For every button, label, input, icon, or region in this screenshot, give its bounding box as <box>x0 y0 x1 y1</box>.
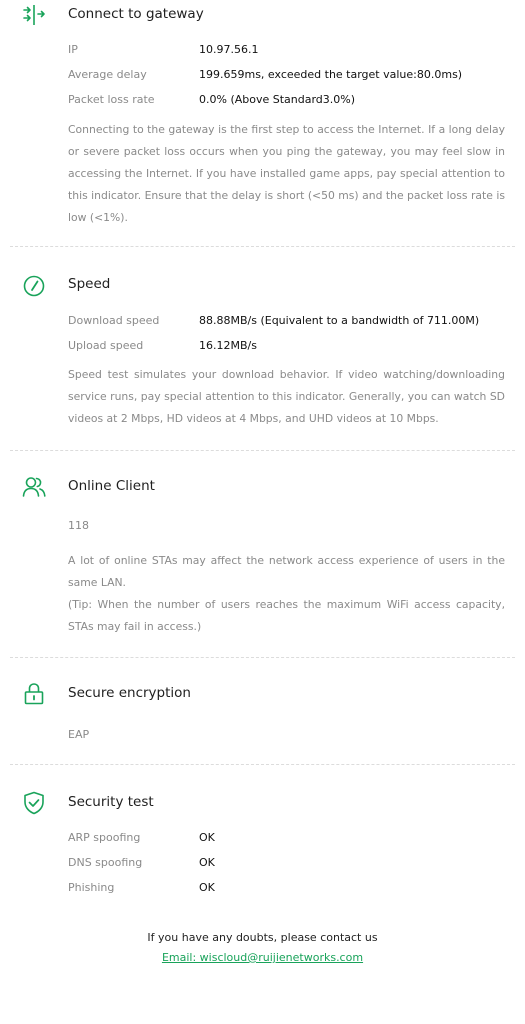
speed-header <box>0 272 525 302</box>
speed-title: Speed <box>68 276 111 292</box>
security-header <box>0 790 525 820</box>
dns-spoofing-value: OK <box>199 856 215 869</box>
ip-value: 10.97.56.1 <box>199 43 259 56</box>
phishing-row <box>68 881 508 899</box>
phishing-value: OK <box>199 881 215 894</box>
contact-text: If you have any doubts, please contact us <box>147 931 378 944</box>
gateway-ip-row <box>68 43 508 61</box>
packet-loss-value: 0.0% (Above Standard3.0%) <box>199 93 356 106</box>
encryption-value: EAP <box>68 728 90 741</box>
download-speed-row <box>68 314 508 332</box>
clients-description: A lot of online STAs may affect the network access experience of users in the same LAN. <box>68 554 505 589</box>
client-count: 118 <box>68 519 89 532</box>
average-delay-value: 199.659ms, exceeded the target value:80.0ms) <box>199 68 463 81</box>
clients-tip: (Tip: When the number of users reaches the maximum WiFi access capacity, STAs may fail in access.) <box>68 598 505 633</box>
speed-description: Speed test simulates your download behavior. If video watching/downloading service runs, pay special attention to this indicator. Generally, you can watch SD videos at 2 Mbps, HD videos at 4 Mbps, and UHD videos at 10 Mbps. <box>68 368 505 425</box>
download-speed-label: Download speed <box>68 314 160 327</box>
gateway-header <box>0 2 525 32</box>
phishing-label: Phishing <box>68 881 115 894</box>
encryption-title: Secure encryption <box>68 685 191 701</box>
section-divider <box>10 246 515 247</box>
gateway-loss-row <box>68 93 508 111</box>
upload-speed-row <box>68 339 508 357</box>
gateway-title: Connect to gateway <box>68 6 204 22</box>
clients-header <box>0 474 525 504</box>
packet-loss-label: Packet loss rate <box>68 93 155 106</box>
arp-spoofing-row <box>68 831 508 849</box>
users-icon <box>21 474 47 500</box>
contact-email-link[interactable]: Email: wiscloud@ruijienetworks.com <box>161 951 364 964</box>
average-delay-label: Average delay <box>68 68 147 81</box>
arp-spoofing-value: OK <box>199 831 215 844</box>
speedometer-icon <box>21 272 47 298</box>
dns-spoofing-label: DNS spoofing <box>68 856 143 869</box>
download-speed-value: 88.88MB/s (Equivalent to a bandwidth of 711.00M) <box>199 314 480 327</box>
dns-spoofing-row <box>68 856 508 874</box>
section-divider <box>10 657 515 658</box>
upload-speed-label: Upload speed <box>68 339 144 352</box>
section-divider <box>10 450 515 451</box>
encryption-header <box>0 681 525 711</box>
gateway-description: Connecting to the gateway is the first step to access the Internet. If a long delay or severe packet loss occurs when you ping the gateway, you may feel slow in accessing the Internet. If you have installed game apps, pay special attention to this indicator. Ensure that the delay is short (<50 ms) and the packet loss rate is low (<1%). <box>68 123 505 224</box>
clients-title: Online Client <box>68 478 155 494</box>
ip-label: IP <box>68 43 78 56</box>
shield-check-icon <box>21 790 47 816</box>
section-divider <box>10 764 515 765</box>
gateway-arrows-icon <box>21 2 47 28</box>
security-title: Security test <box>68 794 154 810</box>
arp-spoofing-label: ARP spoofing <box>68 831 141 844</box>
gateway-delay-row <box>68 68 508 86</box>
lock-icon <box>21 681 47 707</box>
upload-speed-value: 16.12MB/s <box>199 339 257 352</box>
